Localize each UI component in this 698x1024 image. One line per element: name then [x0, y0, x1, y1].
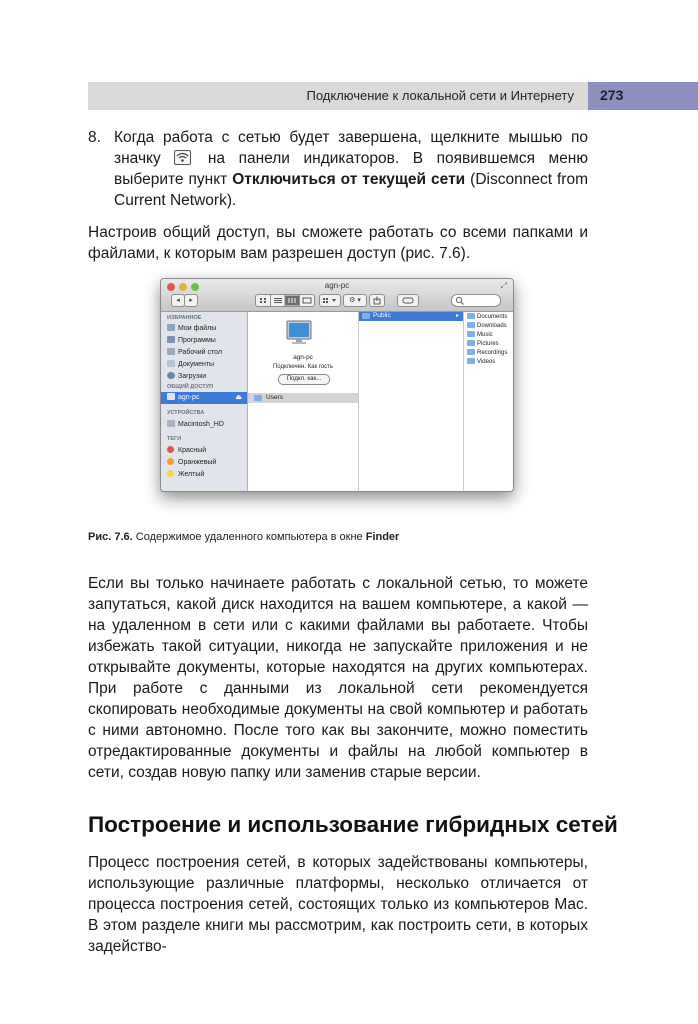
section-heading: Построение и использование гибридных сетей [88, 812, 618, 837]
caption-app: Finder [365, 531, 400, 543]
all-files-icon [167, 324, 175, 331]
list-item[interactable]: Recordings [467, 349, 511, 356]
connect-as-button[interactable]: Подкл. как... [278, 374, 330, 385]
list-item[interactable]: Videos [467, 358, 511, 365]
red-tag-icon [167, 446, 174, 453]
sidebar-tag-red[interactable]: Красный [167, 446, 206, 454]
folder-icon [254, 395, 262, 401]
header-title: Подключение к локальной сети и Интернету [306, 88, 574, 103]
finder-column-public [464, 312, 514, 491]
page-number-box [588, 82, 698, 110]
wifi-icon [174, 150, 191, 165]
caption-label: Рис. 7.6. [88, 531, 133, 543]
sidebar-item-desktop[interactable]: Рабочий стол [167, 348, 222, 356]
step-text-start: Когда работа с сетью будет завершена, щелкните мышью по значку [114, 129, 588, 167]
downloads-icon [167, 372, 175, 379]
list-item[interactable]: Music [467, 331, 511, 338]
forward-button[interactable]: ▸ [184, 294, 198, 307]
desktop-icon [167, 348, 175, 355]
shared-header: ОБЩИЙ ДОСТУП [167, 384, 214, 390]
tags-header: ТЕГИ [167, 436, 182, 442]
public-folder-row[interactable]: Public ▸ [359, 312, 463, 321]
step-text-middle: на панели индикаторов. В появившемся меню выберите пункт [114, 150, 588, 188]
paragraph-shared-access: Настроив общий доступ, вы сможете работать со всеми папками и файлами, к которым вам разрешен доступ (рис. 7.6). [88, 224, 588, 262]
finder-column-users [359, 312, 464, 491]
figure-caption [88, 531, 399, 543]
step-number: 8. [88, 129, 101, 146]
chevron-right-icon: ▸ [455, 313, 459, 319]
step-8 [88, 127, 588, 211]
finder-sidebar [161, 312, 248, 491]
running-header [88, 82, 588, 110]
eject-icon[interactable]: ⏏ [235, 394, 242, 401]
tags-button[interactable] [397, 294, 419, 307]
finder-column-server [248, 312, 359, 491]
folder-icon [362, 313, 370, 319]
orange-tag-icon [167, 458, 174, 465]
list-item[interactable]: Pictures [467, 340, 511, 347]
favorites-header: ИЗБРАННОЕ [167, 315, 202, 321]
paragraph-hybrid-networks: Процесс построения сетей, в которых задействованы компьютеры, использующие различные платформы, несколько отличается от процесса построения сетей, состоящих только из компьютеров Mac. В этом разделе книги мы рассмотрим, как построить сети, в которых задейство- [88, 854, 588, 955]
applications-icon [167, 336, 175, 343]
yellow-tag-icon [167, 470, 174, 477]
step-text-end: (Disconnect from Current Network). [114, 171, 588, 209]
documents-icon [167, 360, 175, 367]
back-button[interactable]: ◂ [171, 294, 185, 307]
sidebar-item-agn-pc[interactable]: agn-pc ⏏ [161, 392, 247, 404]
list-item[interactable]: Downloads [467, 322, 511, 329]
connection-status: Подключен. Как гость [272, 364, 334, 370]
action-gear-button[interactable]: ⚙ ▾ [343, 294, 367, 307]
users-folder-row[interactable]: Users [248, 393, 358, 403]
caption-text: Содержимое удаленного компьютера в окне [132, 531, 366, 543]
server-name: agn-pc [293, 354, 313, 361]
finder-window-screenshot [160, 278, 514, 492]
view-mode-switcher[interactable] [255, 294, 315, 307]
sidebar-item-my-files[interactable]: Мои файлы [167, 324, 216, 332]
list-item[interactable]: Documents [467, 313, 511, 320]
fullscreen-icon[interactable]: ⤢ [500, 281, 507, 290]
sidebar-item-documents[interactable]: Документы [167, 360, 214, 368]
sidebar-item-applications[interactable]: Программы [167, 336, 216, 344]
sidebar-item-macintosh-hd[interactable]: Macintosh_HD [167, 420, 224, 428]
window-title: agn-pc [324, 281, 350, 290]
window-titlebar [161, 279, 513, 312]
monitor-icon [285, 320, 313, 346]
page-number: 273 [600, 87, 624, 103]
arrange-button[interactable] [319, 294, 341, 307]
paragraph-local-network-advice: Если вы только начинаете работать с локальной сетью, то можете запутаться, какой диск находится на вашем компьютере, а какой — на удаленном в сети или с какими файлами вы работаете. Чтобы избежать такой ситуации, никогда не запускайте приложения и не открывайте документы, которые находятся на других компьютерах. При работе с данными из локальной сети рекомендуется скопировать необходимые документы на свой компьютер и работать с ними автономно. После того как вы закончите, можно поместить отредактированные документы и файлы на любой компьютер в сети, создав новую папку или заменив старые версии. [88, 575, 588, 781]
search-field[interactable] [451, 294, 501, 307]
share-button[interactable] [369, 294, 385, 307]
sidebar-item-downloads[interactable]: Загрузки [167, 372, 206, 380]
hard-drive-icon [167, 420, 175, 427]
network-computer-icon [167, 393, 175, 400]
sidebar-tag-orange[interactable]: Оранжевый [167, 458, 216, 466]
menu-command: Отключиться от текущей сети [232, 171, 466, 188]
sidebar-tag-yellow[interactable]: Желтый [167, 470, 204, 478]
search-icon [455, 296, 465, 306]
devices-header: УСТРОЙСТВА [167, 410, 205, 416]
